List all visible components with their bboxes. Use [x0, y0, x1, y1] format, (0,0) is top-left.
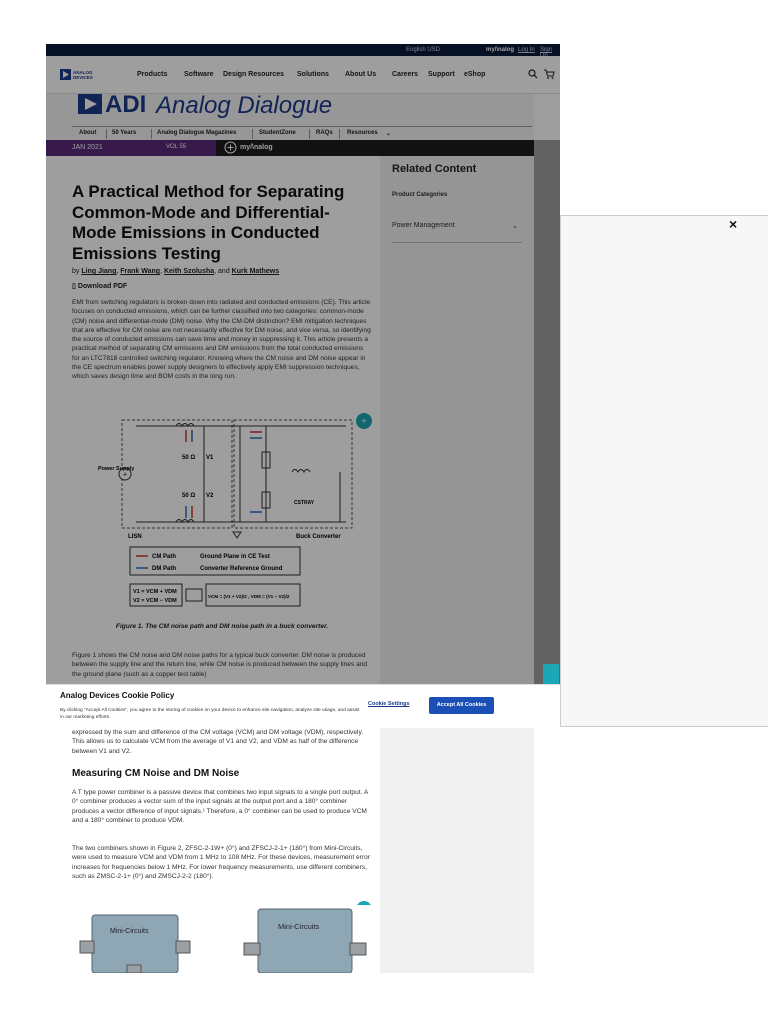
- figure-2-combiner-photo: [72, 905, 372, 973]
- nav-design-resources[interactable]: Design Resources: [223, 71, 285, 78]
- chevron-down-icon: ⌄: [512, 223, 518, 230]
- r1-label: 50 Ω: [182, 455, 196, 461]
- cstray-label: CSTRAY: [294, 500, 315, 506]
- ground-plane-legend: Ground Plane in CE Test: [200, 554, 270, 560]
- myanalog-link[interactable]: my/\nalog: [486, 47, 515, 53]
- issue-volume: VOL 55: [166, 144, 187, 150]
- brand-adi-text: ADI: [105, 91, 147, 118]
- photo-label-right: Mini-Circuits: [278, 922, 320, 931]
- cookie-text: By clicking "Accept All Cookies", you agree to the storing of cookies on your device to enhance site navigation, analyze site usage, and assist in our marketing efforts.: [60, 708, 360, 720]
- related-content-title: Related Content: [392, 163, 477, 175]
- author-link[interactable]: Ling Jiang: [81, 268, 117, 275]
- r2-label: 50 Ω: [182, 493, 196, 499]
- modal-overlay-edge[interactable]: [534, 140, 560, 728]
- byline-by: by: [72, 268, 80, 275]
- author-link[interactable]: Kurk Mathews: [231, 268, 280, 275]
- equation-vcm-vdm: VCM = (V1 + V2)/2 , VDM = (V1 − V2)/2: [208, 594, 290, 599]
- subnav-magazines[interactable]: Analog Dialogue Magazines: [157, 130, 237, 136]
- feedback-tab[interactable]: [543, 664, 559, 686]
- converter-ground-legend: Converter Reference Ground: [200, 566, 283, 572]
- author-link[interactable]: Frank Wang: [120, 268, 161, 275]
- brand-dialogue-text: Analog Dialogue: [156, 92, 333, 119]
- modal-overlay[interactable]: [46, 44, 560, 728]
- nav-software[interactable]: Software: [184, 71, 214, 78]
- nav-eshop[interactable]: eShop: [464, 71, 486, 78]
- nav-careers[interactable]: Careers: [392, 71, 419, 78]
- buck-converter-label: Buck Converter: [296, 534, 341, 540]
- article-paragraph-4: A T type power combiner is a passive device that combines two input signals to a single port output. A 0° combiner produces a vector sum of the input signals at the output port and a 180° combiner produces a vector difference of input signals.¹ Therefore, a 0° combiner can be used to produce VCM and a 180° combiner to produce VDM.: [72, 789, 368, 824]
- issue-date: JAN 2021: [72, 144, 103, 151]
- cookie-title: Analog Devices Cookie Policy: [60, 691, 175, 700]
- figure-1-caption: Figure 1. The CM noise path and DM noise path in a buck converter.: [115, 623, 329, 630]
- nav-support[interactable]: Support: [428, 71, 455, 78]
- article-byline: by Ling Jiang, Frank Wang, Keith Szolusha, and Kurk Mathews: [72, 268, 280, 275]
- equation-v2: V2 = VCM − VDM: [133, 598, 177, 604]
- subnav-studentzone[interactable]: StudentZone: [259, 130, 296, 136]
- v1-label: V1: [206, 455, 214, 461]
- subnav-50-years[interactable]: 50 Years: [112, 130, 137, 136]
- myanalog-label[interactable]: my/\nalog: [240, 144, 273, 151]
- nav-products[interactable]: Products: [137, 71, 168, 78]
- article-paragraph-5: The two combiners shown in Figure 2, ZFSC-2-1W+ (0°) and ZFSCJ-2-1+ (180°) from Mini-Circuits, were used to measure VCM and VDM from 1 MHz to 108 MHz. For these devices, measurement error increases for frequencies below 1 MHz. For lower frequency measurements, use different combiners, such as ZMSC-2-1+ (0°) and ZMSCJ-2-2 (180°).: [72, 845, 370, 880]
- region-selector[interactable]: English USD: [406, 47, 441, 53]
- dm-path-legend: DM Path: [152, 566, 176, 572]
- document-icon: ▯: [72, 283, 76, 290]
- article-title: A Practical Method for Separating Common-Mode and Differential-Mode Emissions in Conducted Emissions Testing: [72, 182, 345, 263]
- nav-solutions[interactable]: Solutions: [297, 71, 329, 78]
- related-item-label: Power Management: [392, 222, 455, 229]
- login-link[interactable]: Log In: [518, 47, 535, 53]
- byline-and: and: [218, 268, 230, 275]
- section-heading-measuring: Measuring CM Noise and DM Noise: [72, 768, 240, 779]
- close-icon[interactable]: ×: [729, 216, 738, 232]
- subnav-raqs[interactable]: RAQs: [316, 130, 333, 136]
- article-intro: EMI from switching regulators is broken down into radiated and conducted emissions (CE). This article focuses on conducted emissions, which can be further classified into two categories: common-mode (CM) noise and differential-mode (DM) noise. Why the CM-DM distinction? EMI mitigation techniques that are effective for CM noise are not necessarily effective for DM noise, and vice versa, so identifying the source of conducted emissions can save time and money in suppressing it. This article presents a practical method of separating CM emissions and DM emissions from the total conducted emissions for an LTC7818 controlled switching regulator. Knowing where the CM noise and DM noise appear in the CE spectrum enables power supply designers to effectively apply EMI suppression techniques, which saves design time and BOM costs in the long run.: [72, 299, 371, 381]
- v2-label: V2: [206, 493, 214, 499]
- side-panel: [560, 215, 768, 727]
- svg-text:+: +: [122, 471, 128, 479]
- article-paragraph-2: Figure 1 shows the CM noise and DM noise paths for a typical buck converter. DM noise is produced between the supply line and the return line, while CM noise is produced between the supply lines and the ground plane (such as a copper test table): [72, 652, 368, 678]
- download-pdf-label: Download PDF: [77, 283, 128, 290]
- product-categories-label: Product Categories: [392, 192, 448, 198]
- author-link[interactable]: Keith Szolusha: [163, 268, 215, 275]
- cm-path-legend: CM Path: [152, 554, 176, 560]
- nav-about-us[interactable]: About Us: [345, 71, 377, 78]
- subnav-about[interactable]: About: [79, 130, 97, 136]
- cookie-banner: [46, 684, 560, 728]
- power-supply-label: Power Supply: [98, 466, 135, 472]
- lisn-label: LISN: [128, 534, 142, 540]
- signup-link[interactable]: Sign: [540, 47, 553, 53]
- article-paragraph-3: expressed by the sum and difference of the CM voltage (VCM) and DM voltage (VDM), respectively. This allows us to calculate VCM from the average of V1 and V2, and VDM as half of the difference between V1 and V2.: [72, 729, 364, 755]
- chevron-down-icon: ⌄: [386, 131, 392, 137]
- cookie-settings-button[interactable]: Cookie Settings: [368, 701, 410, 707]
- svg-text:DEVICES: DEVICES: [73, 75, 93, 80]
- svg-text:ANALOG: ANALOG: [73, 70, 93, 75]
- subnav-resources[interactable]: Resources: [347, 130, 378, 136]
- zoom-in-icon[interactable]: +: [356, 413, 372, 429]
- photo-label-left: Mini-Circuits: [110, 928, 149, 935]
- equation-v1: V1 = VCM + VDM: [133, 589, 177, 595]
- accept-all-cookies-button[interactable]: Accept All Cookies: [429, 697, 494, 714]
